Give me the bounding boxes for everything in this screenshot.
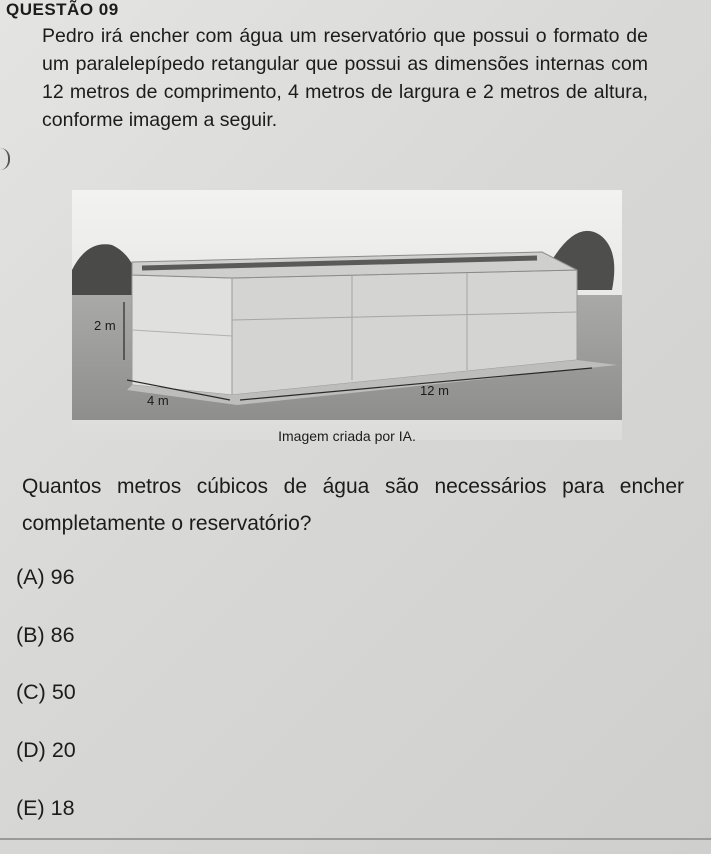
question-statement <box>42 22 648 134</box>
answer-options <box>16 558 76 846</box>
page-edge-mark <box>0 148 10 170</box>
reservoir-figure <box>72 190 622 440</box>
option-value: 96 <box>50 565 75 589</box>
option-value: 18 <box>50 795 75 820</box>
page-bottom-line <box>0 838 711 840</box>
question-text: Quantos metros cúbicos de água são necessários para encher completamente o reservatório? <box>22 475 684 535</box>
option-letter: (B) <box>16 622 45 647</box>
option-value: 20 <box>51 738 76 763</box>
option-value: 50 <box>51 680 76 705</box>
option-a[interactable] <box>16 558 76 616</box>
question-title: QUESTÃO 09 <box>6 0 119 19</box>
reservoir-illustration <box>72 190 622 440</box>
figure-caption: Imagem criada por IA. <box>278 428 416 444</box>
option-letter: (A) <box>16 565 45 589</box>
option-d[interactable] <box>16 731 76 789</box>
option-letter: (E) <box>16 795 45 820</box>
width-label: 4 m <box>147 393 169 408</box>
option-value: 86 <box>50 622 75 647</box>
height-label: 2 m <box>94 318 116 333</box>
option-b[interactable] <box>16 616 76 674</box>
option-letter: (D) <box>16 738 46 763</box>
option-c[interactable] <box>16 673 76 731</box>
length-label: 12 m <box>420 383 449 398</box>
question-prompt <box>22 468 684 542</box>
option-letter: (C) <box>16 680 46 705</box>
statement-text: Pedro irá encher com água um reservatório que possui o formato de um paralelepípedo retangular que possui as dimensões internas com 12 metros de comprimento, 4 metros de largura e 2 metros de altura, conforme imagem a seguir. <box>42 25 648 131</box>
